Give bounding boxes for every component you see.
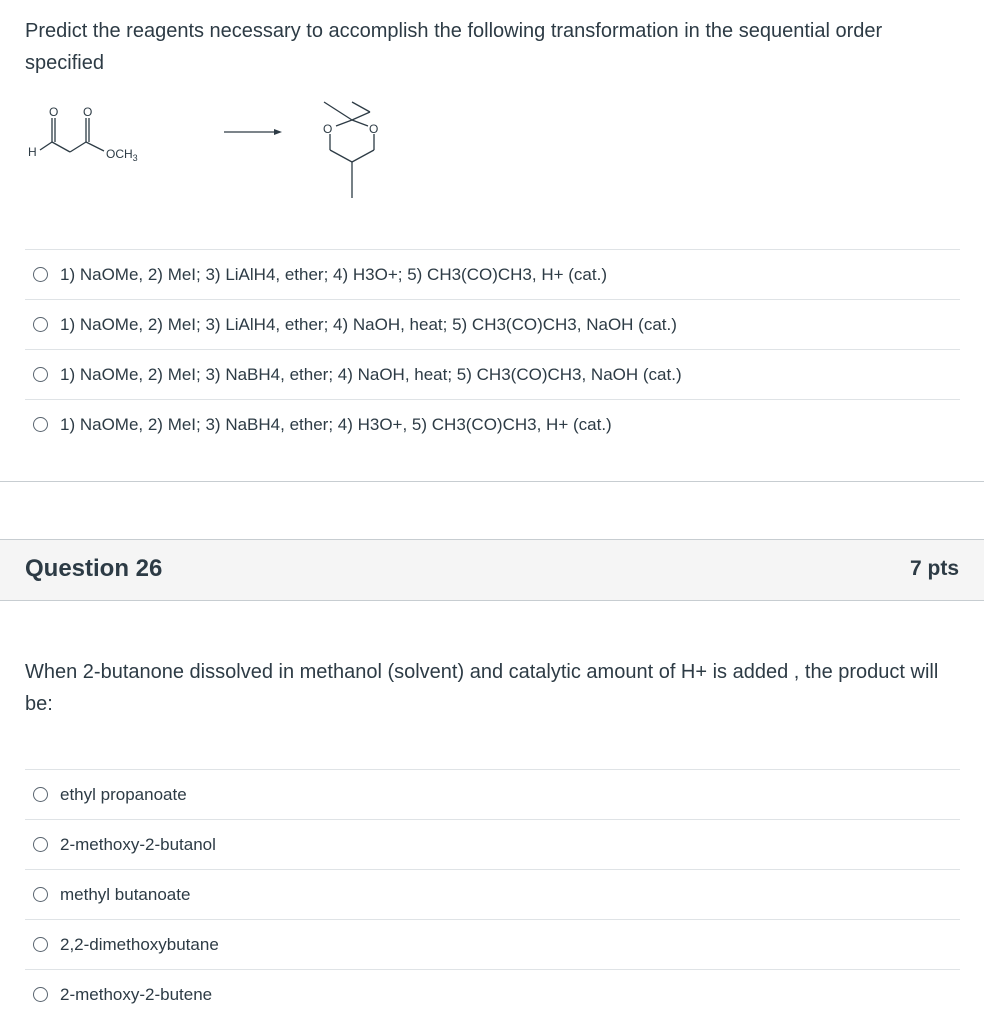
answer-option[interactable] bbox=[25, 819, 960, 869]
question-points: 7 pts bbox=[909, 557, 959, 580]
answer-label: 1) NaOMe, 2) MeI; 3) LiAlH4, ether; 4) H3O+; 5) CH3(CO)CH3, H+ (cat.) bbox=[60, 264, 607, 284]
radio-button[interactable] bbox=[33, 787, 48, 802]
product-o-right-label: O bbox=[369, 122, 379, 136]
answer-label: 2-methoxy-2-butene bbox=[60, 984, 213, 1004]
question-26-header bbox=[0, 539, 984, 601]
question-26-text: When 2-butanone dissolved in methanol (solvent) and catalytic amount of H+ is added , the product will be: bbox=[25, 661, 939, 715]
answer-label: 1) NaOMe, 2) MeI; 3) NaBH4, ether; 4) H3O+, 5) CH3(CO)CH3, H+ (cat.) bbox=[60, 414, 612, 434]
radio-button[interactable] bbox=[33, 267, 48, 282]
answer-option[interactable] bbox=[25, 249, 960, 299]
answer-option[interactable] bbox=[25, 969, 960, 1019]
product-structure bbox=[324, 102, 374, 198]
reactant-structure bbox=[40, 118, 104, 152]
radio-button[interactable] bbox=[33, 987, 48, 1002]
radio-button[interactable] bbox=[33, 937, 48, 952]
question-divider bbox=[0, 481, 984, 482]
radio-button[interactable] bbox=[33, 887, 48, 902]
answer-label: 1) NaOMe, 2) MeI; 3) NaBH4, ether; 4) NaOH, heat; 5) CH3(CO)CH3, NaOH (cat.) bbox=[60, 364, 682, 384]
reactant-o2-label: O bbox=[83, 105, 93, 119]
reaction-scheme bbox=[24, 96, 424, 206]
answer-label: 1) NaOMe, 2) MeI; 3) LiAlH4, ether; 4) NaOH, heat; 5) CH3(CO)CH3, NaOH (cat.) bbox=[60, 314, 677, 334]
question-25-text: Predict the reagents necessary to accomplish the following transformation in the sequential order specified bbox=[25, 20, 883, 74]
answer-label: ethyl propanoate bbox=[60, 784, 187, 804]
question-title: Question 26 bbox=[25, 555, 163, 582]
question-25-answers bbox=[25, 249, 960, 449]
reaction-arrow bbox=[224, 129, 282, 135]
answer-option[interactable] bbox=[25, 349, 960, 399]
answer-option[interactable] bbox=[25, 919, 960, 969]
radio-button[interactable] bbox=[33, 317, 48, 332]
question-26-answers bbox=[25, 769, 960, 1019]
answer-label: 2-methoxy-2-butanol bbox=[60, 834, 216, 854]
answer-option[interactable] bbox=[25, 769, 960, 819]
radio-button[interactable] bbox=[33, 837, 48, 852]
answer-label: 2,2-dimethoxybutane bbox=[60, 934, 219, 954]
radio-button[interactable] bbox=[33, 417, 48, 432]
answer-option[interactable] bbox=[25, 399, 960, 449]
reactant-och3-label: $OCH_3$ bbox=[106, 147, 138, 163]
reactant-h-label: H bbox=[28, 145, 37, 159]
reactant-o1-label: O bbox=[49, 105, 59, 119]
answer-option[interactable] bbox=[25, 299, 960, 349]
product-o-left-label: O bbox=[323, 122, 333, 136]
radio-button[interactable] bbox=[33, 367, 48, 382]
answer-option[interactable] bbox=[25, 869, 960, 919]
answer-label: methyl butanoate bbox=[60, 884, 191, 904]
